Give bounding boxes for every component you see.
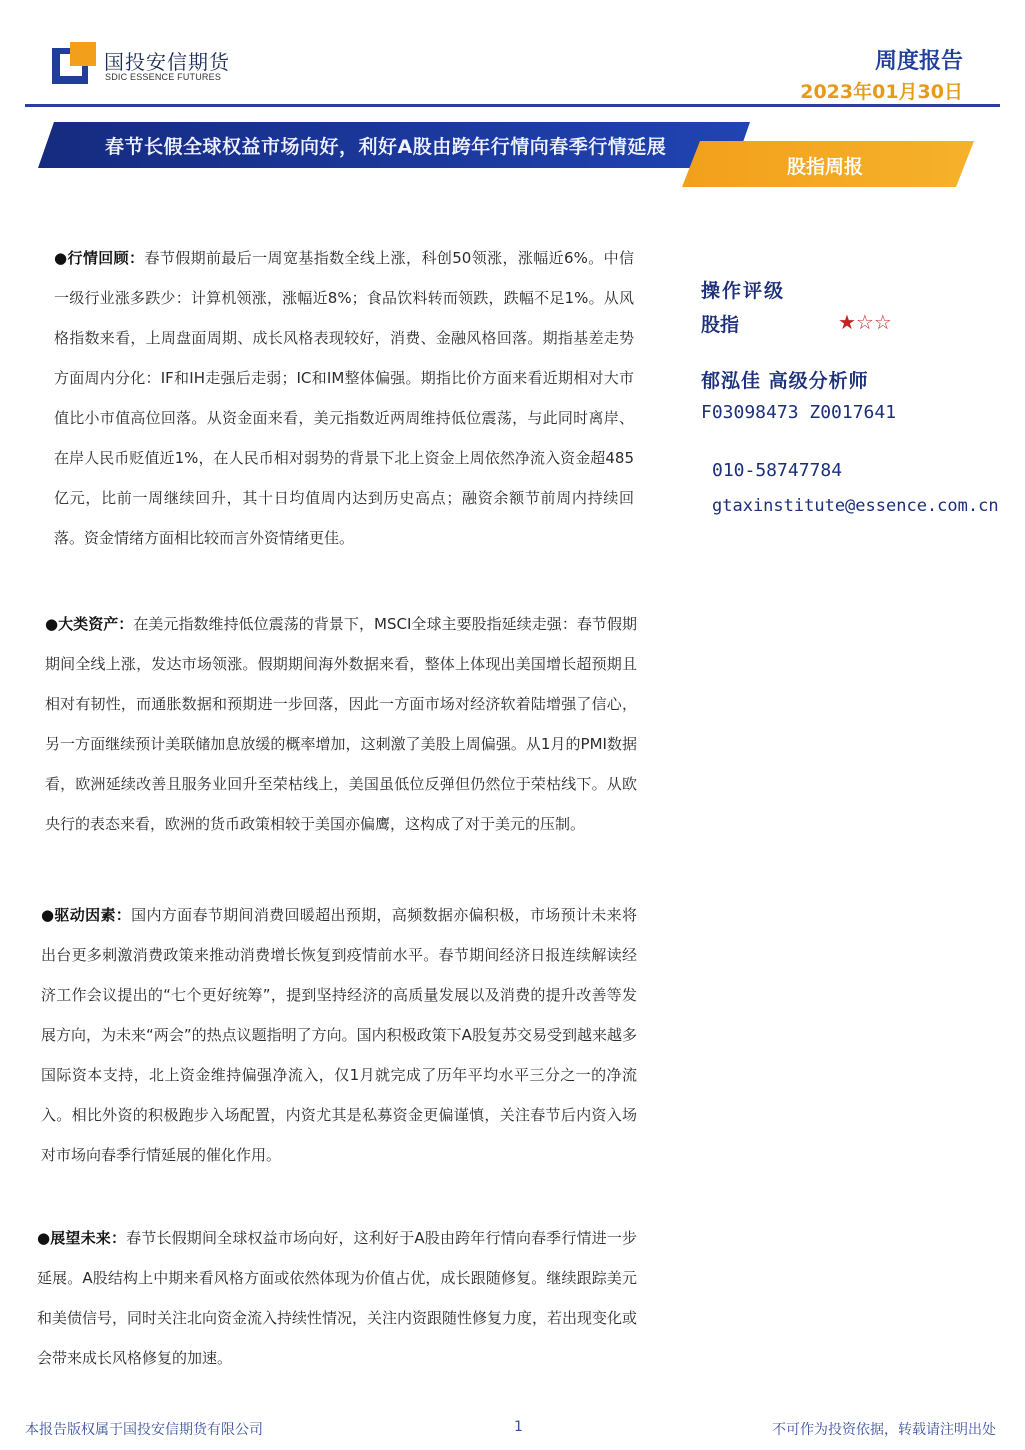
report-type: 周度报告 bbox=[874, 49, 963, 74]
header-divider bbox=[25, 104, 1000, 107]
rating-title: 操作评级 bbox=[701, 280, 786, 302]
category-tag-label: 股指周报 bbox=[787, 156, 864, 178]
section-text: 国内方面春节期间消费回暖超出预期，高频数据亦偏积极，市场预计未来将出台更多刺激消费政策来推动消费增长恢复到疫情前水平。春节期间经济日报连续解读经济工作会议提出的“七个更好统筹”，提到坚持经济的高质量发展以及消费的提升改善等发展方向，为未来“两会”的热点议题指明了方向。国内积极政策下A股复苏交易受到越来越多国际资本支持，北上资金维持偏强净流入，仅1月就完成了历年平均水平三分之一的净流入。相比外资的积极跑步入场配置，内资尤其是私募资金更偏谨慎，关注春节后内资入场对市场向春季行情延展的催化作用。 bbox=[41, 906, 637, 1164]
section-market-review bbox=[54, 238, 634, 558]
section-asset-classes bbox=[45, 604, 637, 844]
company-logo bbox=[52, 42, 242, 88]
section-heading: ●驱动因素： bbox=[41, 906, 132, 924]
contact-phone: 010-58747784 bbox=[712, 460, 843, 481]
report-title: 春节长假全球权益市场向好，利好A股由跨年行情向春季行情延展 bbox=[105, 136, 667, 158]
rating-stars-icon: ★☆☆ bbox=[838, 310, 892, 334]
analyst-license: F03098473 Z0017641 bbox=[701, 402, 897, 423]
footer-copyright: 本报告版权属于国投安信期货有限公司 bbox=[25, 1422, 263, 1438]
section-heading: ●大类资产： bbox=[45, 615, 134, 633]
analyst-name: 郁泓佳 高级分析师 bbox=[701, 370, 869, 392]
page-number: 1 bbox=[514, 1419, 523, 1435]
section-heading: ●展望未来： bbox=[37, 1229, 127, 1247]
report-date: 2023年01月30日 bbox=[800, 81, 963, 103]
logo-mark-icon bbox=[52, 42, 96, 84]
section-outlook bbox=[37, 1218, 637, 1378]
footer-disclaimer: 不可作为投资依据，转载请注明出处 bbox=[772, 1422, 996, 1438]
section-text: 在美元指数维持低位震荡的背景下，MSCI全球主要股指延续走强：春节假期期间全线上涨，发达市场领涨。假期期间海外数据来看，整体上体现出美国增长超预期且相对有韧性，而通胀数据和预期进一步回落，因此一方面市场对经济软着陆增强了信心，另一方面继续预计美联储加息放缓的概率增加，这刺激了美股上周偏强。从1月的PMI数据看，欧洲延续改善且服务业回升至荣枯线上，美国虽低位反弹但仍然位于荣枯线下。从欧央行的表态来看，欧洲的货币政策相较于美国亦偏鹰，这构成了对于美元的压制。 bbox=[45, 615, 637, 833]
section-text: 春节长假期间全球权益市场向好，这利好于A股由跨年行情向春季行情进一步延展。A股结构上中期来看风格方面或依然体现为价值占优，成长跟随修复。继续跟踪美元和美债信号，同时关注北向资金流入持续性情况，关注内资跟随性修复力度，若出现变化或会带来成长风格修复的加速。 bbox=[37, 1229, 638, 1367]
logo-text-cn: 国投安信期货 bbox=[104, 50, 230, 74]
rating-label: 股指 bbox=[701, 314, 740, 336]
section-text: 春节假期前最后一周宽基指数全线上涨，科创50领涨，涨幅近6%。中信一级行业涨多跌少：计算机领涨，涨幅近8%；食品饮料转而领跌，跌幅不足1%。从风格指数来看，上周盘面周期、成长风格表现较好，消费、金融风格回落。期指基差走势方面周内分化：IF和IH走强后走弱；IC和IM整体偏强。期指比价方面来看近期相对大市值比小市值高位回落。从资金面来看，美元指数近两周维持低位震荡，与此同时离岸、在岸人民币贬值近1%，在人民币相对弱势的背景下北上资金上周依然净流入资金超485亿元，比前一周继续回升，其十日均值周内达到历史高点；融资余额节前周内持续回落。资金情绪方面相比较而言外资情绪更佳。 bbox=[54, 249, 635, 547]
logo-text-en: SDIC ESSENCE FUTURES bbox=[105, 72, 222, 82]
section-heading: ●行情回顾： bbox=[54, 249, 145, 267]
contact-email[interactable]: gtaxinstitute@essence.com.cn bbox=[712, 496, 999, 516]
section-drivers bbox=[41, 895, 637, 1175]
